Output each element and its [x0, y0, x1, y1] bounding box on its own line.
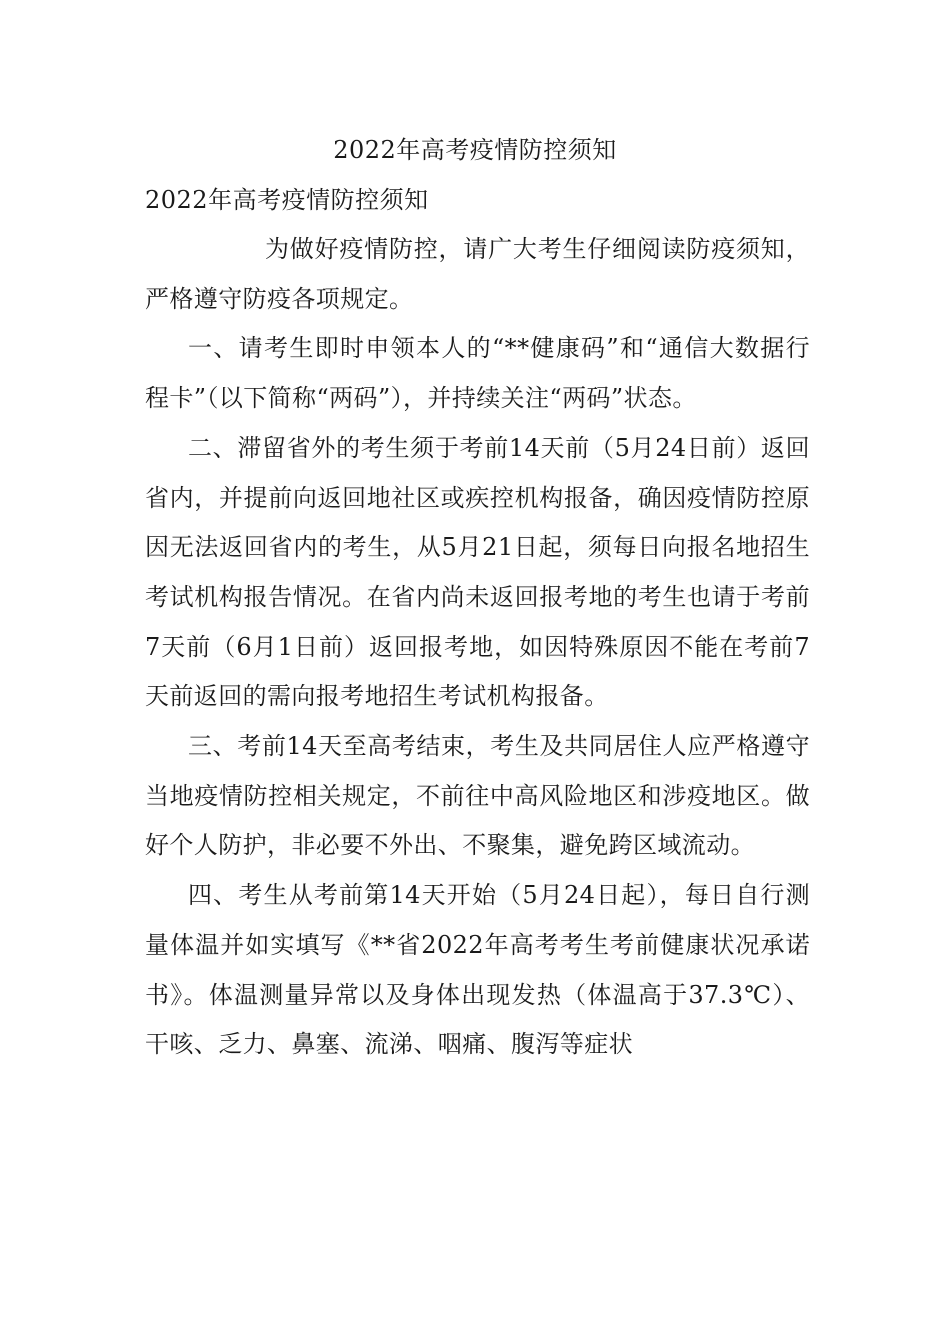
document-subtitle: 2022年高考疫情防控须知: [145, 186, 429, 214]
page-title: 2022年高考疫情防控须知: [333, 136, 617, 164]
intro-paragraph: 为做好疫情防控，请广大考生仔细阅读防疫须知，严格遵守防疫各项规定。: [145, 235, 810, 313]
paragraph-1: 一、请考生即时申领本人的“**健康码”和“通信大数据行程卡”（以下简称“两码”），并持续关注“两码”状态。: [145, 334, 810, 413]
paragraph-2: 二、滞留省外的考生须于考前14天前（5月24日前）返回省内，并提前向返回地社区或疾控机构报备，确因疫情防控原因无法返回省内的考生，从5月21日起，须每日向报名地招生考试机构报告情况。在省内尚未返回报考地的考生也请于考前7天前（6月1日前）返回报考地，如因特殊原因不能在考前7天前返回的需向报考地招生考试机构报备。: [145, 433, 810, 711]
paragraph-3: 三、考前14天至高考结束，考生及共同居住人应严格遵守当地疫情防控相关规定，不前往中高风险地区和涉疫地区。做好个人防护，非必要不外出、不聚集，避免跨区域流动。: [145, 732, 810, 860]
document-body: [145, 225, 810, 1070]
paragraph-4: 四、考生从考前第14天开始（5月24日起），每日自行测量体温并如实填写《**省2022年高考考生考前健康状况承诺书》。体温测量异常以及身体出现发热（体温高于37.3℃）、干咳、乏力、鼻塞、流涕、咽痛、腹泻等症状: [145, 881, 810, 1059]
